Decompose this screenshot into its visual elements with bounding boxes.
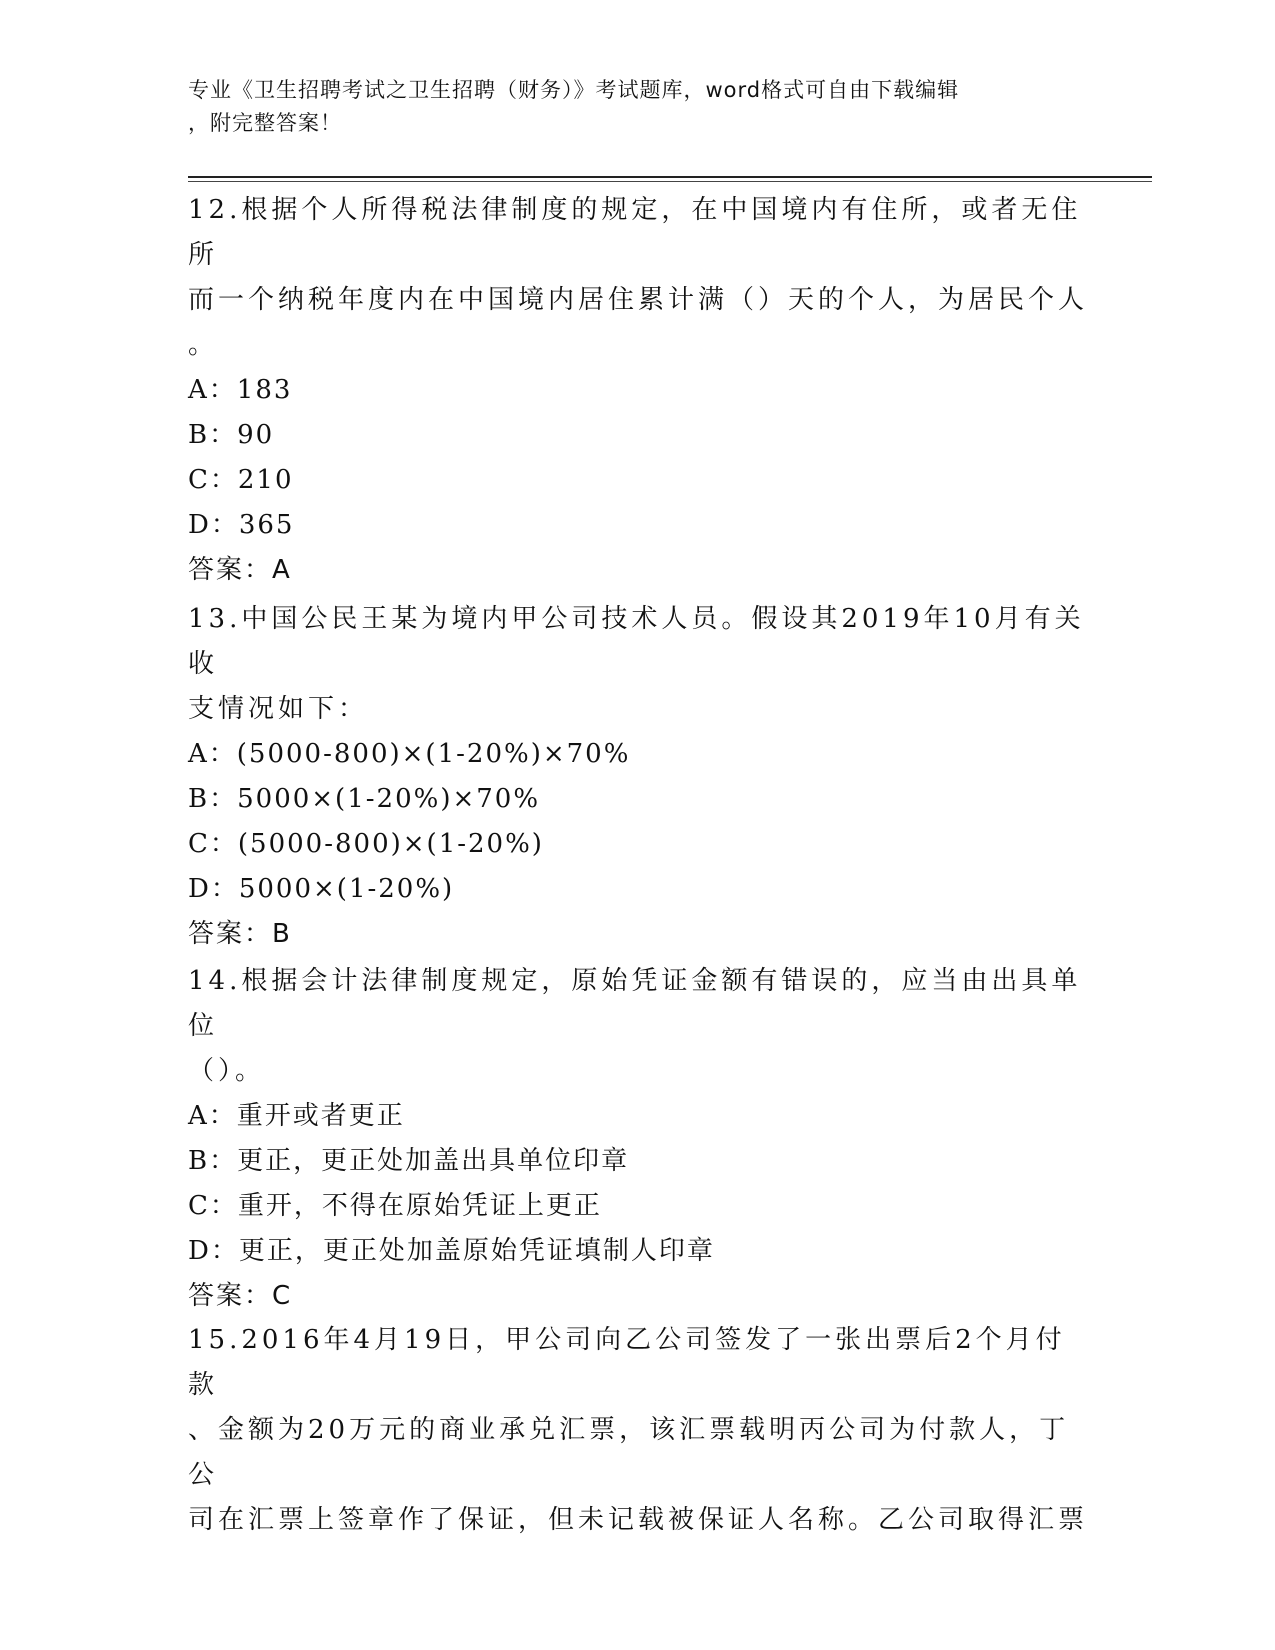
answer: 答案：A [188,555,292,585]
question-text-line: 、金额为20万元的商业承兑汇票，该汇票载明丙公司为付款人，丁公 [188,1415,1070,1490]
question-text-line: 。 [188,330,219,360]
question-text-line: 支情况如下： [188,694,369,724]
option-d: D：5000×(1-20%) [188,874,455,904]
option-a: A：重开或者更正 [188,1101,405,1131]
option-b: B：90 [188,420,275,450]
question-text-line: 司在汇票上签章作了保证，但未记载被保证人名称。乙公司取得汇票 [188,1505,1089,1535]
header-line-1: 专业《卫生招聘考试之卫生招聘（财务）》考试题库，word格式可自由下载编辑 [188,78,960,102]
answer: 答案：B [188,919,292,949]
question-text-line: （）。 [188,1056,266,1086]
answer: 答案：C [188,1281,293,1311]
header-divider-thick [188,176,1152,178]
header-divider-thin [188,181,1152,182]
question-text-line: 12.根据个人所得税法律制度的规定，在中国境内有住所，或者无住所 [188,195,1082,270]
question-12 [188,188,1088,593]
question-14 [188,959,1088,1319]
option-c: C：210 [188,465,294,495]
document-header [188,74,1068,140]
question-text-line: 15.2016年4月19日，甲公司向乙公司签发了一张出票后2个月付款 [188,1325,1066,1400]
option-d: D：365 [188,510,295,540]
option-d: D：更正，更正处加盖原始凭证填制人印章 [188,1236,715,1266]
option-c: C：(5000-800)×(1-20%) [188,829,544,859]
option-b: B：5000×(1-20%)×70% [188,784,541,814]
header-line-2: ，附完整答案！ [188,111,342,135]
option-b: B：更正，更正处加盖出具单位印章 [188,1146,630,1176]
option-a: A：(5000-800)×(1-20%)×70% [188,739,631,769]
question-15 [188,1318,1088,1543]
question-13 [188,597,1088,957]
option-c: C：重开，不得在原始凭证上更正 [188,1191,602,1221]
question-text-line: 14.根据会计法律制度规定，原始凭证金额有错误的，应当由出具单位 [188,966,1082,1041]
question-text-line: 而一个纳税年度内在中国境内居住累计满（）天的个人，为居民个人 [188,285,1089,315]
option-a: A：183 [188,375,293,405]
question-text-line: 13.中国公民王某为境内甲公司技术人员。假设其2019年10月有关收 [188,604,1085,679]
